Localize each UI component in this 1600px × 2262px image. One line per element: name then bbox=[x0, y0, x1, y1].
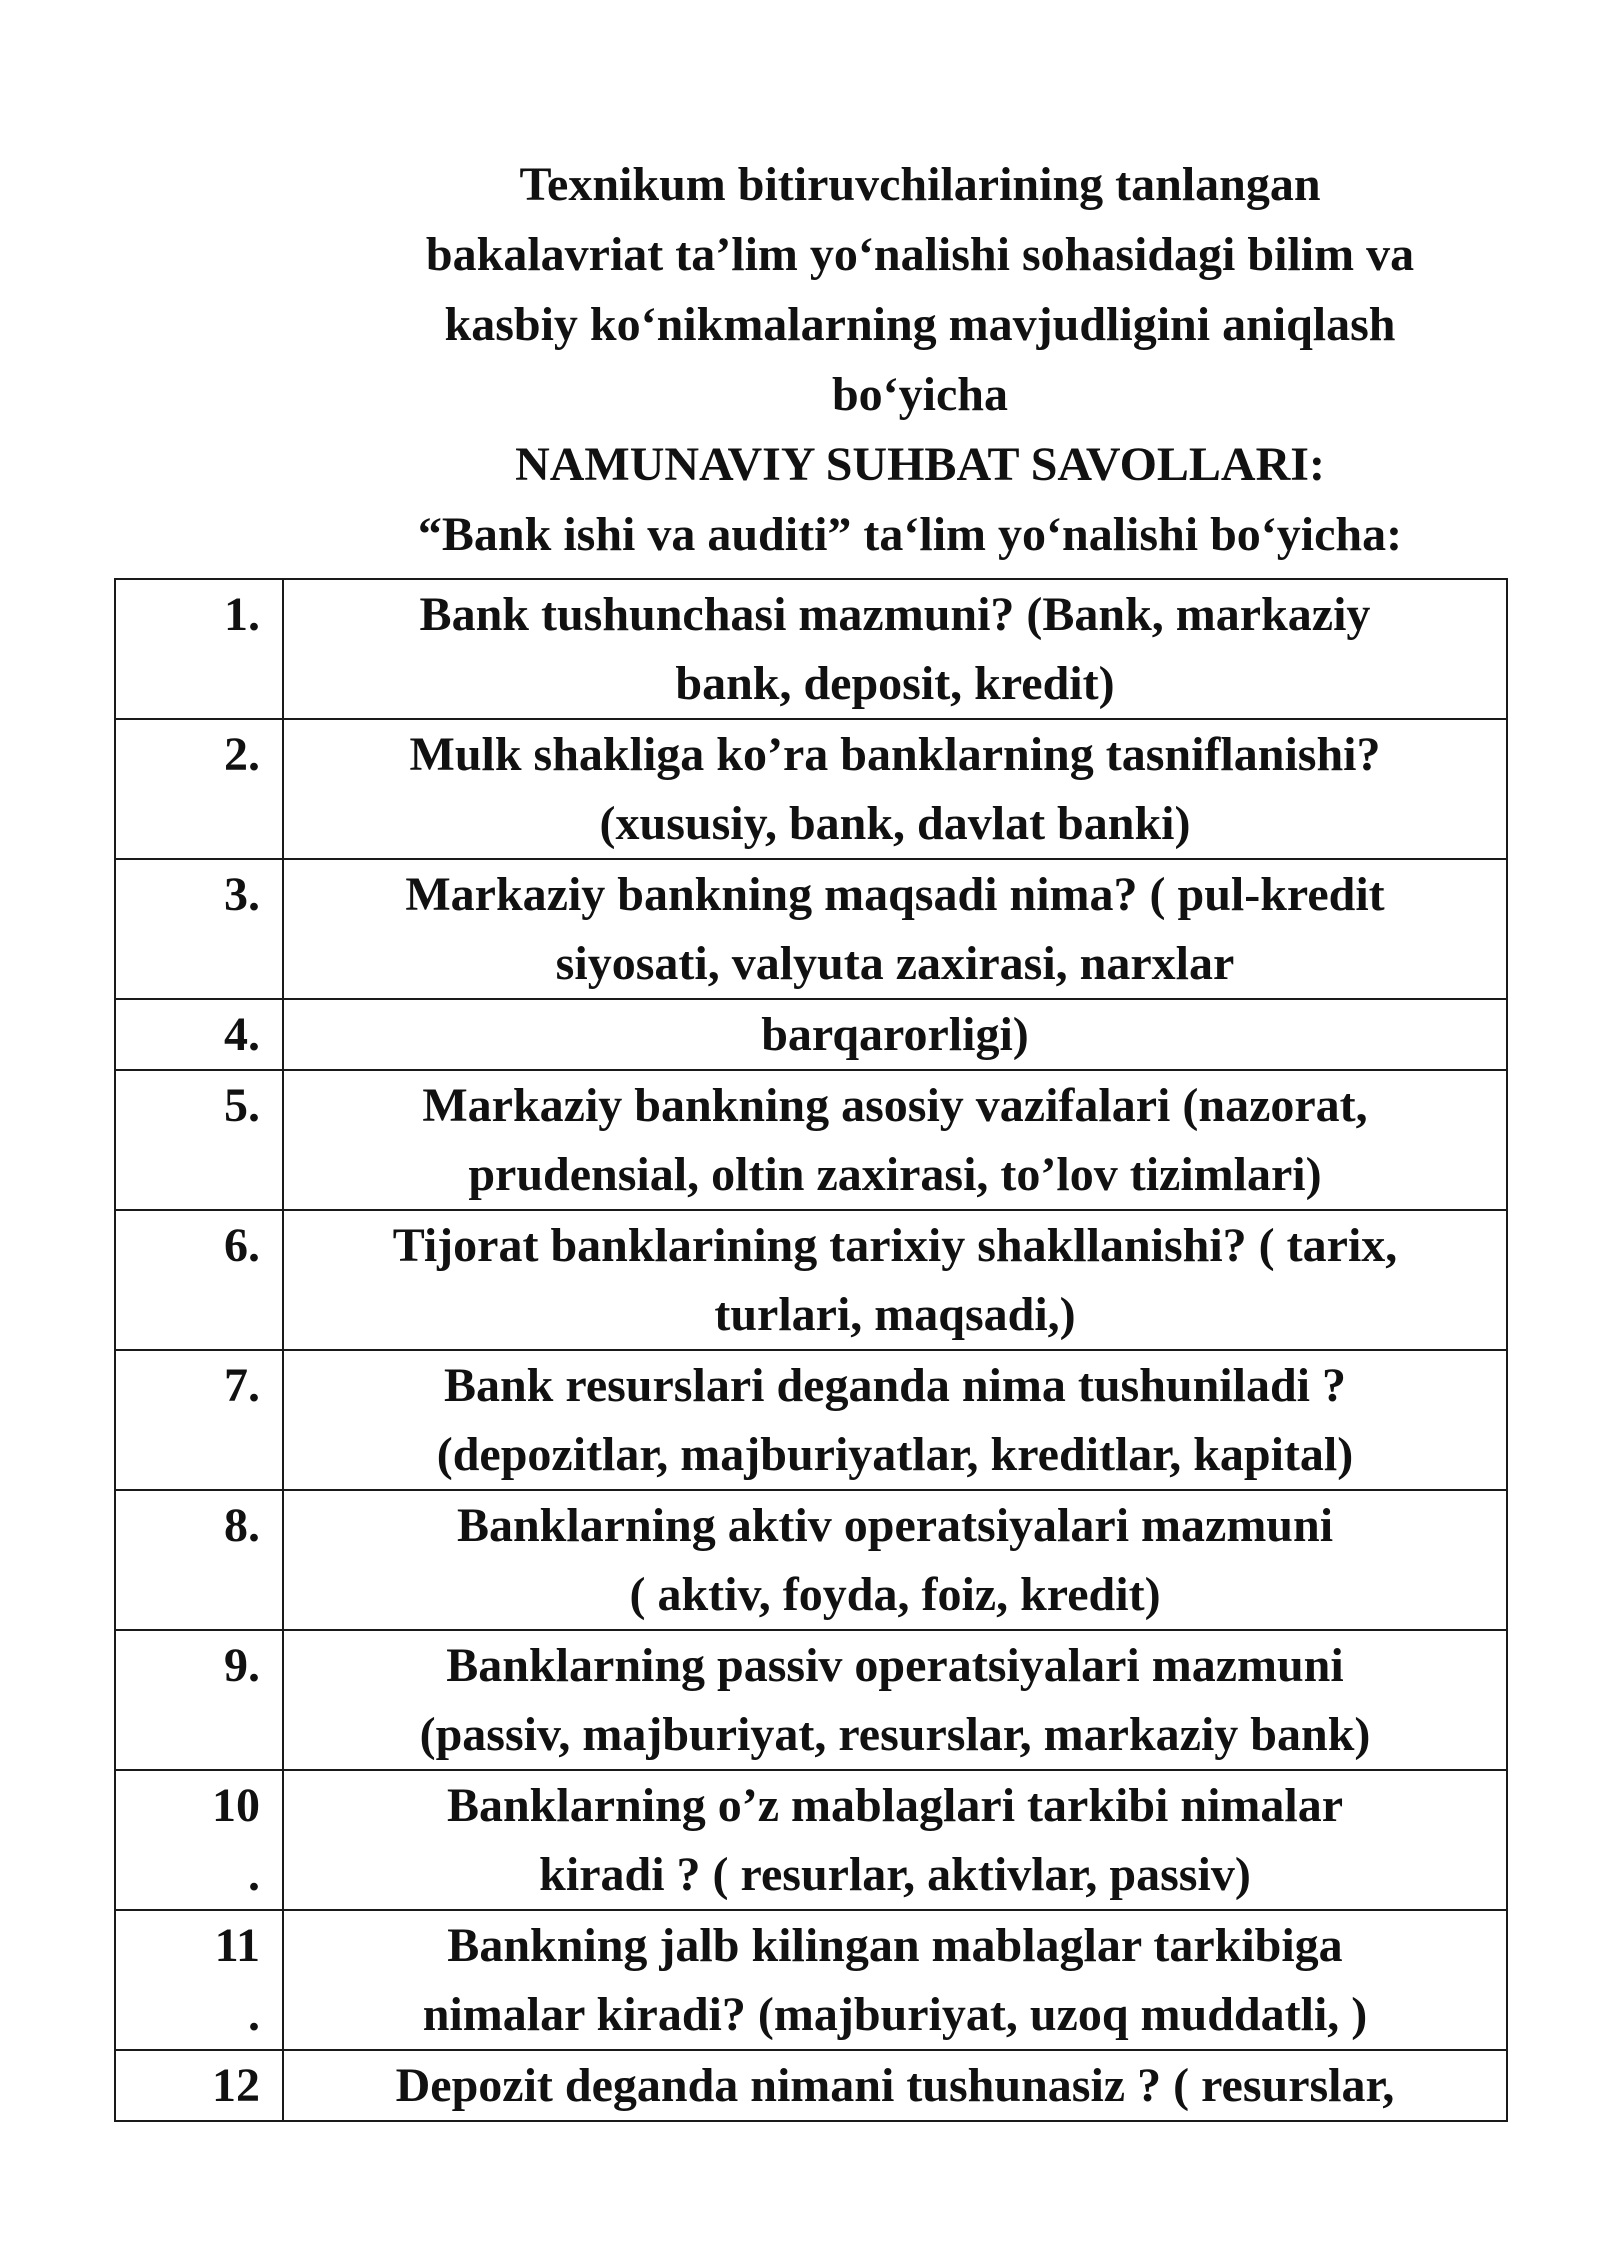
question-number-cell bbox=[115, 1070, 283, 1210]
section-heading: NAMUNAVIY SUHBAT SAVOLLARI: bbox=[515, 438, 1325, 491]
questions-table-body bbox=[115, 579, 1507, 2121]
question-number-cell bbox=[115, 1910, 283, 2050]
question-number: 1. bbox=[224, 588, 260, 641]
question-row bbox=[115, 1910, 1507, 2050]
question-text-line: Bank resurslari deganda nima tushuniladi ? bbox=[443, 1359, 1347, 1412]
question-number: 3. bbox=[224, 868, 260, 921]
question-text-line: turlari, maqsadi,) bbox=[714, 1288, 1076, 1341]
question-text-cell bbox=[283, 719, 1507, 859]
question-number: 10 bbox=[212, 1779, 260, 1832]
question-row bbox=[115, 1350, 1507, 1490]
question-number-cell bbox=[115, 859, 283, 999]
question-text-cell bbox=[283, 2050, 1507, 2121]
question-text-line: (xususiy, bank, davlat banki) bbox=[599, 797, 1191, 850]
question-text-line: Banklarning passiv operatsiyalari mazmuni bbox=[446, 1639, 1344, 1692]
question-text-cell bbox=[283, 1630, 1507, 1770]
question-text-line: barqarorligi) bbox=[761, 1008, 1029, 1061]
question-number: 6. bbox=[224, 1219, 260, 1272]
question-text-cell bbox=[283, 1070, 1507, 1210]
question-text-cell bbox=[283, 579, 1507, 719]
question-number: 7. bbox=[224, 1359, 260, 1412]
question-row bbox=[115, 1630, 1507, 1770]
question-number: 5. bbox=[224, 1079, 260, 1132]
question-number: 9. bbox=[224, 1639, 260, 1692]
question-number-dot: . bbox=[248, 1988, 260, 2041]
question-number-dot: . bbox=[248, 1848, 260, 1901]
question-text-cell bbox=[283, 1490, 1507, 1630]
question-number-cell bbox=[115, 1210, 283, 1350]
question-number-cell bbox=[115, 719, 283, 859]
question-text-line: Bankning jalb kilingan mablaglar tarkibiga bbox=[447, 1919, 1343, 1972]
question-text-cell bbox=[283, 999, 1507, 1070]
question-number: 8. bbox=[224, 1499, 260, 1552]
question-text-line: nimalar kiradi? (majburiyat, uzoq muddatli, ) bbox=[422, 1988, 1368, 2041]
question-row bbox=[115, 579, 1507, 719]
question-text-line: Banklarning aktiv operatsiyalari mazmuni bbox=[456, 1499, 1334, 1552]
question-number: 4. bbox=[224, 1008, 260, 1061]
question-text-cell bbox=[283, 1210, 1507, 1350]
question-number-cell bbox=[115, 1350, 283, 1490]
questions-table bbox=[114, 578, 1508, 2122]
document-title bbox=[330, 150, 1510, 430]
title-line: kasbiy ko‘nikmalarning mavjudligini aniqlash bbox=[444, 298, 1396, 351]
document-header bbox=[330, 150, 1510, 570]
title-line: bo‘yicha bbox=[831, 368, 1008, 421]
question-number-cell bbox=[115, 999, 283, 1070]
question-text-cell bbox=[283, 1770, 1507, 1910]
question-text-line: (passiv, majburiyat, resurslar, markaziy bank) bbox=[419, 1708, 1371, 1761]
section-subheading: “Bank ishi va auditi” ta‘lim yo‘nalishi bo‘yicha: bbox=[417, 508, 1403, 561]
question-row bbox=[115, 719, 1507, 859]
question-text-line: siyosati, valyuta zaxirasi, narxlar bbox=[555, 937, 1235, 990]
question-text-cell bbox=[283, 1910, 1507, 2050]
question-number-cell bbox=[115, 1490, 283, 1630]
question-row bbox=[115, 1770, 1507, 1910]
title-line: bakalavriat ta’lim yo‘nalishi sohasidagi bilim va bbox=[425, 228, 1415, 281]
question-row bbox=[115, 2050, 1507, 2121]
question-number: 12 bbox=[212, 2059, 260, 2112]
question-row bbox=[115, 1070, 1507, 1210]
question-text-line: ( aktiv, foyda, foiz, kredit) bbox=[629, 1568, 1161, 1621]
question-text-line: Mulk shakliga ko’ra banklarning tasniflanishi? bbox=[409, 728, 1381, 781]
question-row bbox=[115, 1490, 1507, 1630]
question-number: 2. bbox=[224, 728, 260, 781]
question-text-line: Bank tushunchasi mazmuni? (Bank, markaziy bbox=[419, 588, 1371, 641]
question-text-line: (depozitlar, majburiyatlar, kreditlar, kapital) bbox=[436, 1428, 1354, 1481]
question-text-line: Banklarning o’z mablaglari tarkibi nimalar bbox=[446, 1779, 1344, 1832]
question-row bbox=[115, 999, 1507, 1070]
question-text-line: bank, deposit, kredit) bbox=[675, 657, 1115, 710]
question-number-cell bbox=[115, 1630, 283, 1770]
question-text-line: Tijorat banklarining tarixiy shakllanishi? ( tarix, bbox=[392, 1219, 1398, 1272]
question-number-cell bbox=[115, 1770, 283, 1910]
title-line: Texnikum bitiruvchilarining tanlangan bbox=[519, 158, 1321, 211]
question-text-cell bbox=[283, 1350, 1507, 1490]
question-text-line: Depozit deganda nimani tushunasiz ? ( resurslar, bbox=[395, 2059, 1395, 2112]
question-number: 11 bbox=[214, 1919, 260, 1972]
question-row bbox=[115, 1210, 1507, 1350]
question-text-cell bbox=[283, 859, 1507, 999]
question-text-line: kiradi ? ( resurlar, aktivlar, passiv) bbox=[539, 1848, 1251, 1901]
question-number-cell bbox=[115, 579, 283, 719]
question-text-line: Markaziy bankning asosiy vazifalari (nazorat, bbox=[422, 1079, 1368, 1132]
question-text-line: prudensial, oltin zaxirasi, to’lov tizimlari) bbox=[468, 1148, 1322, 1201]
question-text-line: Markaziy bankning maqsadi nima? ( pul-kredit bbox=[405, 868, 1385, 921]
question-row bbox=[115, 859, 1507, 999]
question-number-cell bbox=[115, 2050, 283, 2121]
